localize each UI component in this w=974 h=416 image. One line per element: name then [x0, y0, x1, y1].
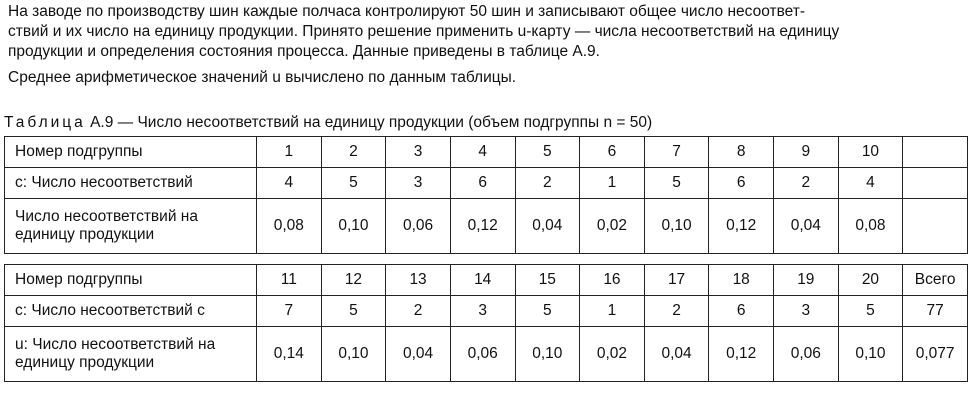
per-unit-cell: 0,02	[580, 199, 645, 254]
per-unit-cell: 0,04	[644, 327, 709, 382]
subgroup-number-cell: 19	[774, 265, 839, 296]
subgroup-number-cell: 1	[257, 137, 322, 168]
row-label: c: Число несоответствий c	[5, 296, 257, 327]
per-unit-cell: 0,10	[321, 327, 386, 382]
per-unit-cell: 0,12	[450, 199, 515, 254]
per-unit-cell: 0,04	[515, 199, 580, 254]
per-unit-row-1	[5, 199, 968, 254]
per-unit-cell: 0,10	[321, 199, 386, 254]
count-cell: 5	[644, 168, 709, 199]
subgroup-number-cell: 9	[774, 137, 839, 168]
subgroup-number-cell: 15	[515, 265, 580, 296]
subgroup-number-cell: 13	[386, 265, 451, 296]
subgroup-number-cell: 12	[321, 265, 386, 296]
per-unit-cell: 0,077	[903, 327, 968, 382]
count-cell: 4	[838, 168, 903, 199]
count-cell: 2	[515, 168, 580, 199]
row-label: Номер подгруппы	[5, 137, 257, 168]
count-cell: 2	[644, 296, 709, 327]
subgroup-number-cell: 7	[644, 137, 709, 168]
count-cell	[903, 168, 968, 199]
subgroup-number-cell: 16	[580, 265, 645, 296]
count-cell: 3	[450, 296, 515, 327]
subgroup-number-cell: 3	[386, 137, 451, 168]
row-label: Номер подгруппы	[5, 265, 257, 296]
count-cell: 4	[257, 168, 322, 199]
count-cell: 2	[774, 168, 839, 199]
subgroup-number-cell: 4	[450, 137, 515, 168]
row-label: c: Число несоответствий	[5, 168, 257, 199]
paragraph-line-3: продукции и определения состояния процесса. Данные приведены в таблице А.9.	[8, 43, 600, 60]
per-unit-cell: 0,12	[709, 199, 774, 254]
subgroup-number-cell: 8	[709, 137, 774, 168]
paragraph-line-2: ствий и их число на единицу продукции. Принято решение применить u-карту — числа несоответствий на единицу	[8, 23, 840, 40]
subgroup-number-cell: 18	[709, 265, 774, 296]
count-cell: 6	[709, 168, 774, 199]
table-caption	[4, 114, 652, 132]
per-unit-cell: 0,04	[386, 327, 451, 382]
subgroup-number-cell: 10	[838, 137, 903, 168]
count-cell: 3	[774, 296, 839, 327]
subgroup-number-cell: 11	[257, 265, 322, 296]
subgroup-number-cell: 2	[321, 137, 386, 168]
per-unit-cell: 0,08	[257, 199, 322, 254]
per-unit-cell: 0,06	[386, 199, 451, 254]
per-unit-cell: 0,08	[838, 199, 903, 254]
subgroup-number-cell	[903, 137, 968, 168]
per-unit-cell: 0,10	[644, 199, 709, 254]
per-unit-cell: 0,14	[257, 327, 322, 382]
subgroup-row-1	[5, 137, 968, 168]
per-unit-cell: 0,10	[838, 327, 903, 382]
count-cell: 5	[321, 296, 386, 327]
count-cell: 3	[386, 168, 451, 199]
subgroup-number-cell: 5	[515, 137, 580, 168]
count-row-2	[5, 296, 968, 327]
count-cell: 6	[450, 168, 515, 199]
subgroup-number-cell: 6	[580, 137, 645, 168]
count-cell: 5	[838, 296, 903, 327]
paragraph-line-4: Среднее арифметическое значений u вычислено по данным таблицы.	[8, 69, 517, 86]
row-label: u: Число несоответствий на единицу продукции	[5, 327, 257, 382]
per-unit-cell: 0,04	[774, 199, 839, 254]
per-unit-cell: 0,06	[450, 327, 515, 382]
nonconformities-table	[4, 136, 968, 382]
per-unit-cell	[903, 199, 968, 254]
paragraph-line-1: На заводе по производству шин каждые полчаса контролируют 50 шин и записывают общее число несоответ-	[8, 3, 806, 20]
per-unit-cell: 0,10	[515, 327, 580, 382]
count-row-1	[5, 168, 968, 199]
per-unit-cell: 0,12	[709, 327, 774, 382]
subgroup-number-cell: 14	[450, 265, 515, 296]
table-separator	[5, 254, 968, 265]
count-cell: 7	[257, 296, 322, 327]
count-cell: 5	[515, 296, 580, 327]
per-unit-cell: 0,06	[774, 327, 839, 382]
count-cell: 1	[580, 168, 645, 199]
subgroup-row-2	[5, 265, 968, 296]
count-cell: 1	[580, 296, 645, 327]
per-unit-row-2	[5, 327, 968, 382]
count-cell: 6	[709, 296, 774, 327]
count-cell: 5	[321, 168, 386, 199]
separator-cell	[5, 254, 968, 265]
per-unit-cell: 0,02	[580, 327, 645, 382]
table-caption-text: А.9 — Число несоответствий на единицу продукции (объем подгруппы n = 50)	[90, 114, 653, 131]
subgroup-number-cell: 20	[838, 265, 903, 296]
subgroup-number-cell: Всего	[903, 265, 968, 296]
subgroup-number-cell: 17	[644, 265, 709, 296]
table-caption-word: Таблица	[4, 114, 86, 131]
count-cell: 2	[386, 296, 451, 327]
count-cell: 77	[903, 296, 968, 327]
row-label: Число несоответствий на единицу продукции	[5, 199, 257, 254]
